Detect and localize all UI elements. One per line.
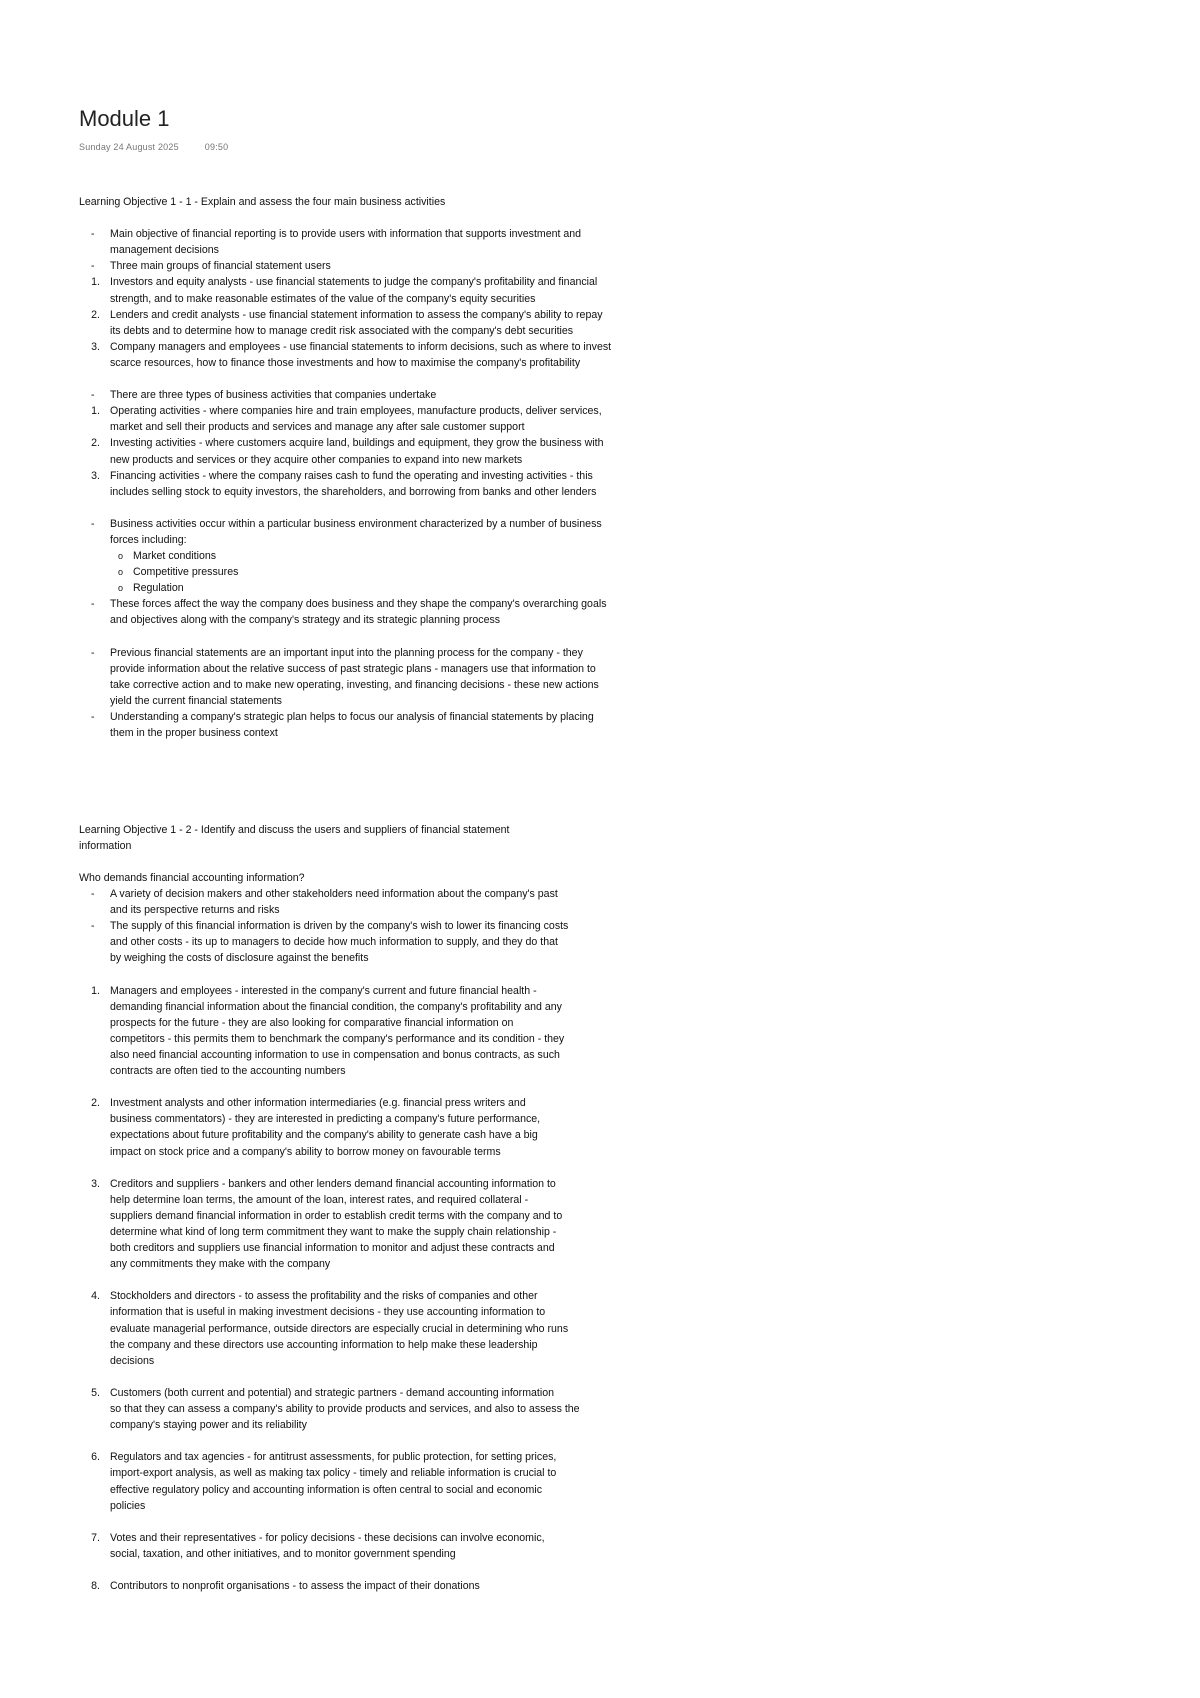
text-line: information (79, 839, 132, 852)
text-line: competitors - this permits them to benchmark the company's performance and its condition - they (110, 1032, 565, 1045)
text-line: decisions (110, 1354, 155, 1367)
list-number: 7. (91, 1531, 100, 1544)
text-line: Market conditions (133, 550, 217, 563)
list-number: 2. (91, 437, 100, 450)
dash-bullet-icon: - (91, 711, 95, 723)
blank-line (79, 371, 1119, 387)
sub-bullet-item (79, 564, 1119, 580)
list-number: 2. (91, 308, 100, 321)
blank-line (79, 210, 1119, 226)
blank-line (79, 1562, 1119, 1578)
page-time: 09:50 (204, 142, 229, 152)
text-line: so that they can assess a company's ability to provide products and services, and also to assess the (110, 1403, 580, 1416)
dash-list-item (79, 516, 1119, 548)
text-line: take corrective action and to make new operating, investing, and financing decisions - these new actions (110, 678, 599, 691)
list-number: 1. (91, 276, 100, 289)
blank-line (79, 1433, 1119, 1449)
numbered-list-item (79, 339, 1119, 371)
page-title: Module 1 (79, 106, 170, 131)
text-line: Operating activities - where companies hire and train employees, manufacture products, deliver services, (110, 405, 602, 418)
text-line: determine what kind of long term commitment they want to make the supply chain relationship - (110, 1226, 557, 1238)
numbered-list-item (79, 307, 1119, 339)
text-line: Business activities occur within a particular business environment characterized by a number of business (110, 517, 602, 530)
text-line: and other costs - its up to managers to decide how much information to supply, and they do that (110, 936, 558, 949)
numbered-list-item (79, 435, 1119, 467)
blank-line (79, 500, 1119, 516)
blank-line (79, 806, 1119, 822)
blank-line (79, 1272, 1119, 1288)
dash-bullet-icon: - (91, 920, 95, 933)
text-line: import-export analysis, as well as making tax policy - timely and reliable information is crucial to (110, 1467, 557, 1480)
dash-list-item (79, 645, 1119, 709)
note-body (79, 194, 1119, 1594)
dash-bullet-icon: - (91, 646, 95, 659)
numbered-list-item (79, 1449, 1119, 1513)
list-number: 4. (91, 1290, 100, 1303)
dash-list-item (79, 918, 1119, 966)
text-line: new products and services or they acquire other companies to expand into new markets (110, 453, 523, 466)
blank-line (79, 1160, 1119, 1176)
dash-bullet-icon: - (91, 228, 95, 241)
blank-line (79, 789, 1119, 805)
list-number: 1. (91, 405, 100, 418)
blank-line (79, 1514, 1119, 1530)
text-line: company's staying power and its reliability (110, 1419, 307, 1432)
text-line: includes selling stock to equity investors, the shareholders, and borrowing from banks and other lenders (110, 485, 597, 498)
text-line: Customers (both current and potential) and strategic partners - demand accounting information (110, 1386, 554, 1399)
text-line: Investing activities - where customers acquire land, buildings and equipment, they grow the business with (110, 437, 604, 450)
text-line: demanding financial information about the financial condition, the company's profitability and any (110, 1000, 562, 1013)
text-line: any commitments they make with the company (110, 1258, 331, 1271)
dash-bullet-icon: - (91, 888, 95, 901)
list-number: 3. (91, 1177, 100, 1190)
paragraph (79, 194, 1119, 210)
text-line: contracts are often tied to the accounting numbers (110, 1065, 346, 1078)
dash-bullet-icon: - (91, 389, 95, 402)
text-line: them in the proper business context (110, 727, 278, 740)
text-line: help determine loan terms, the amount of the loan, interest rates, and required collateral - (110, 1193, 529, 1206)
dash-bullet-icon: - (91, 260, 95, 273)
text-line: social, taxation, and other initiatives, and to monitor government spending (110, 1547, 456, 1560)
numbered-list-item (79, 468, 1119, 500)
text-line: These forces affect the way the company does business and they shape the company's overarching goals (110, 598, 607, 611)
text-line: provide information about the relative success of past strategic plans - managers use that information to (110, 662, 596, 675)
text-line: by weighing the costs of disclosure against the benefits (110, 952, 369, 965)
paragraph (79, 822, 1119, 854)
text-line: prospects for the future - they are also looking for comparative financial information on (110, 1016, 514, 1029)
dash-list-item (79, 596, 1119, 628)
text-line: and its perspective returns and risks (110, 904, 280, 917)
text-line: Three main groups of financial statement users (110, 260, 331, 273)
text-line: Company managers and employees - use financial statements to inform decisions, such as where to invest (110, 340, 612, 353)
numbered-list-item (79, 1176, 1119, 1273)
text-line: also need financial accounting information to use in compensation and bonus contracts, as such (110, 1048, 560, 1061)
text-line: Investors and equity analysts - use financial statements to judge the company's profitability and financial (110, 276, 598, 289)
text-line: forces including: (110, 533, 187, 546)
text-line: Managers and employees - interested in the company's current and future financial health - (110, 984, 537, 997)
dash-bullet-icon: - (91, 517, 95, 530)
text-line: business commentators) - they are interested in predicting a company's future performance, (110, 1113, 541, 1126)
text-line: its debts and to determine how to manage credit risk associated with the company's debt securities (110, 324, 574, 337)
text-line: policies (110, 1499, 146, 1512)
text-line: expectations about future profitability and the company's ability to generate cash have a big (110, 1129, 538, 1142)
blank-line (79, 967, 1119, 983)
text-line: impact on stock price and a company's ability to borrow money on favourable terms (110, 1145, 501, 1158)
text-line: Financing activities - where the company raises cash to fund the operating and investing activities - this (110, 469, 593, 482)
numbered-list-item (79, 1095, 1119, 1159)
text-line: Stockholders and directors - to assess the profitability and the risks of companies and other (110, 1290, 538, 1303)
text-line: Regulation (133, 582, 184, 595)
list-number: 2. (91, 1097, 100, 1110)
text-line: Learning Objective 1 - 1 - Explain and assess the four main business activities (79, 196, 446, 208)
dash-bullet-icon: - (91, 598, 95, 611)
text-line: Learning Objective 1 - 2 - Identify and discuss the users and suppliers of financial statement (79, 823, 510, 836)
text-line: Investment analysts and other information intermediaries (e.g. financial press writers and (110, 1097, 526, 1110)
numbered-list-item (79, 1288, 1119, 1368)
text-line: Previous financial statements are an important input into the planning process for the company - they (110, 646, 583, 659)
blank-line (79, 629, 1119, 645)
circle-bullet-icon: o (118, 551, 124, 562)
text-line: Contributors to nonprofit organisations - to assess the impact of their donations (110, 1580, 480, 1593)
page-date: Sunday 24 August 2025 (79, 142, 179, 152)
text-line: Main objective of financial reporting is to provide users with information that supports investment and (110, 228, 582, 241)
list-number: 6. (91, 1451, 100, 1464)
text-line: information that is useful in making investment decisions - they use accounting information to (110, 1306, 546, 1319)
text-line: There are three types of business activities that companies undertake (110, 389, 437, 402)
dash-list-item (79, 886, 1119, 918)
list-number: 8. (91, 1580, 100, 1593)
blank-line (79, 1079, 1119, 1095)
numbered-list-item (79, 1530, 1119, 1562)
text-line: strength, and to make reasonable estimates of the value of the company's equity securities (110, 292, 536, 305)
sub-bullet-item (79, 548, 1119, 564)
dash-list-item (79, 387, 1119, 403)
text-line: Understanding a company's strategic plan helps to focus our analysis of financial statements by placing (110, 711, 594, 723)
blank-line (79, 854, 1119, 870)
numbered-list-item (79, 274, 1119, 306)
text-line: Regulators and tax agencies - for antitrust assessments, for public protection, for setting prices, (110, 1451, 557, 1464)
text-line: market and sell their products and services and manage any after sale customer support (110, 421, 525, 434)
blank-line (79, 757, 1119, 773)
text-line: Lenders and credit analysts - use financial statement information to assess the company's ability to repay (110, 308, 603, 321)
dash-list-item (79, 226, 1119, 258)
numbered-list-item (79, 403, 1119, 435)
blank-line (79, 773, 1119, 789)
numbered-list-item (79, 983, 1119, 1080)
text-line: the company and these directors use accounting information to help make these leadership (110, 1338, 538, 1351)
list-number: 3. (91, 469, 100, 482)
text-line: yield the current financial statements (110, 694, 282, 707)
dash-list-item (79, 258, 1119, 274)
list-number: 3. (91, 340, 100, 353)
text-line: A variety of decision makers and other stakeholders need information about the company's past (110, 888, 558, 901)
dash-list-item (79, 709, 1119, 741)
circle-bullet-icon: o (118, 567, 124, 578)
text-line: evaluate managerial performance, outside directors are especially crucial in determining who runs (110, 1322, 569, 1335)
text-line: Competitive pressures (133, 566, 239, 579)
numbered-list-item (79, 1385, 1119, 1433)
text-line: Creditors and suppliers - bankers and other lenders demand financial accounting information to (110, 1177, 556, 1190)
blank-line (79, 741, 1119, 757)
list-number: 1. (91, 984, 100, 997)
text-line: effective regulatory policy and accounting information is often central to social and economic (110, 1483, 543, 1496)
text-line: management decisions (110, 244, 219, 257)
text-line: The supply of this financial information is driven by the company's wish to lower its financing costs (110, 920, 569, 933)
text-line: Who demands financial accounting information? (79, 871, 305, 884)
sub-bullet-item (79, 580, 1119, 596)
text-line: Votes and their representatives - for policy decisions - these decisions can involve economic, (110, 1531, 545, 1544)
text-line: and objectives along with the company's strategy and its strategic planning process (110, 614, 501, 627)
circle-bullet-icon: o (118, 583, 124, 594)
paragraph (79, 870, 1119, 886)
text-line: both creditors and suppliers use financial information to monitor and adjust these contracts and (110, 1242, 555, 1255)
text-line: scarce resources, how to finance those investments and how to maximise the company's profitability (110, 356, 581, 369)
page-timestamp (79, 142, 228, 152)
text-line: suppliers demand financial information in order to establish credit terms with the company and to (110, 1209, 563, 1222)
numbered-list-item (79, 1578, 1119, 1594)
blank-line (79, 1369, 1119, 1385)
list-number: 5. (91, 1386, 100, 1399)
